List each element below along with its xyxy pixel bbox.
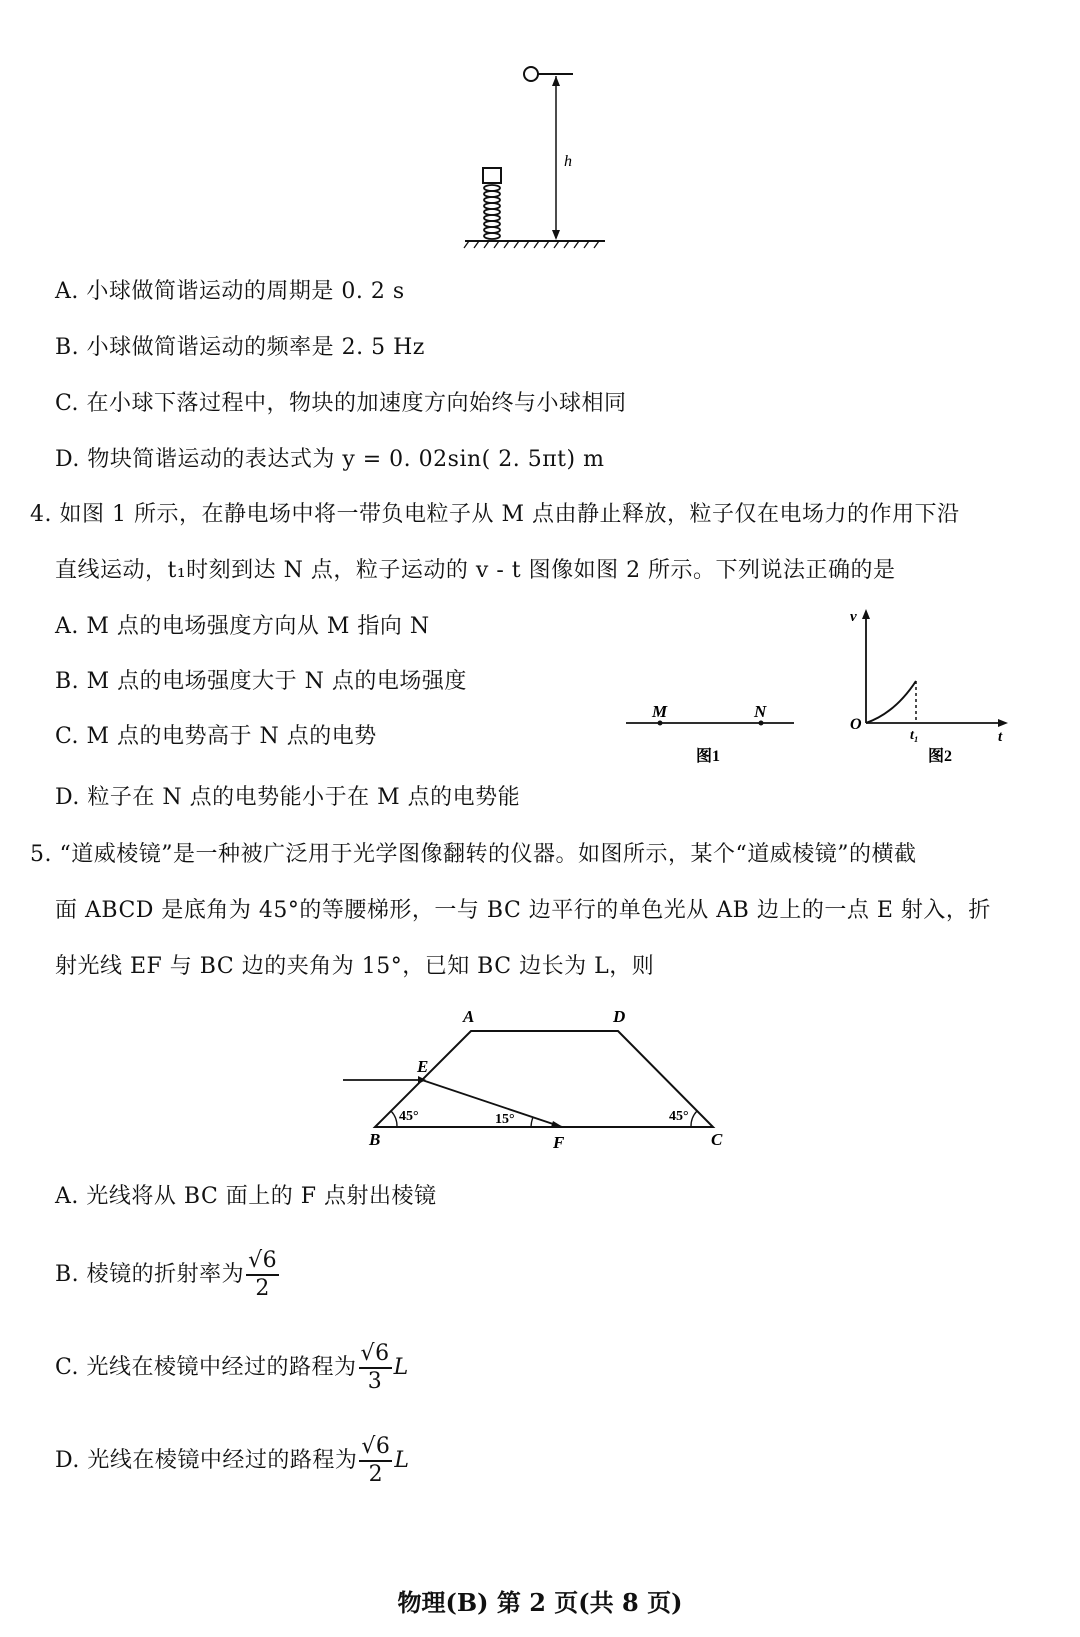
q4-option-d: D. 粒子在 N 点的电势能小于在 M 点的电势能 [55, 785, 521, 810]
fraction: $\frac{√6}{2}$ [361, 1434, 391, 1487]
q3-option-d: D. 物块简谐运动的表达式为 y = 0. 02sin( 2. 5πt) m [55, 447, 605, 472]
q5-option-d-text: D. 光线在棱镜中经过的路程为 [55, 1448, 358, 1473]
q5-option-a: A. 光线将从 BC 面上的 F 点射出棱镜 [55, 1184, 437, 1209]
refracted-ray-ef [422, 1080, 562, 1127]
vertex-d: D [613, 1007, 626, 1026]
q3-option-b: B. 小球做简谐运动的频率是 2. 5 Hz [55, 335, 425, 360]
prism-outline [375, 1031, 713, 1127]
height-label: h [564, 153, 572, 170]
q4-stem-line1: 4. 如图 1 所示，在静电场中将一带负电粒子从 M 点由静止释放，粒子仅在电场力的作用下沿 [30, 502, 960, 527]
q3-option-a: A. 小球做简谐运动的周期是 0. 2 s [55, 279, 405, 304]
spring [484, 185, 500, 239]
q5-stem-line2: 面 ABCD 是底角为 45°的等腰梯形，一与 BC 边平行的单色光从 AB 边上的一点 E 射入，折 [55, 898, 991, 923]
origin-label: O [850, 716, 862, 733]
angle-c-label: 45° [669, 1109, 689, 1124]
q5-option-d: D. 光线在棱镜中经过的路程为 $\frac{√6}{2}$ L [55, 1434, 410, 1487]
vt-curve [866, 681, 916, 723]
q5-stem-line1: 5. “道威棱镜”是一种被广泛用于光学图像翻转的仪器。如图所示，某个“道威棱镜”的横截 [30, 842, 917, 867]
angle-b-label: 45° [399, 1109, 419, 1124]
block [483, 168, 501, 183]
ball [524, 67, 538, 81]
vertex-b: B [369, 1130, 381, 1149]
v-axis-label: v [850, 609, 857, 625]
dove-prism-figure [335, 1000, 735, 1160]
page-footer: 物理(B) 第 2 页(共 8 页) [397, 1588, 683, 1617]
fig2-caption: 图2 [928, 748, 953, 765]
q5-option-c-text: C. 光线在棱镜中经过的路程为 [55, 1355, 357, 1380]
q4-figure-2 [840, 605, 1015, 770]
point-f: F [553, 1133, 565, 1152]
q3-option-c: C. 在小球下落过程中，物块的加速度方向始终与小球相同 [55, 391, 627, 416]
fraction: $\frac{√6}{2}$ [248, 1248, 278, 1301]
q4-stem-line2: 直线运动，t₁时刻到达 N 点，粒子运动的 v - t 图像如图 2 所示。下列说法正确的是 [55, 558, 896, 583]
vertex-c: C [711, 1130, 723, 1149]
fig1-caption: 图1 [696, 748, 721, 765]
q4-figure-1 [620, 695, 800, 770]
point-n-label: N [754, 702, 767, 721]
q5-option-b-text: B. 棱镜的折射率为 [55, 1262, 245, 1287]
t1-label: t₁ [910, 728, 919, 743]
angle-f-label: 15° [495, 1112, 515, 1127]
t-axis-label: t [998, 729, 1003, 745]
spring-ball-figure [455, 60, 615, 255]
q4-option-a: A. M 点的电场强度方向从 M 指向 N [55, 614, 430, 639]
q5-option-b [55, 1250, 281, 1300]
q4-option-c: C. M 点的电势高于 N 点的电势 [55, 724, 377, 749]
q4-option-b: B. M 点的电场强度大于 N 点的电场强度 [55, 669, 467, 694]
q5-stem-line3: 射光线 EF 与 BC 边的夹角为 15°，已知 BC 边长为 L，则 [55, 954, 655, 979]
fraction: $\frac{√6}{3}$ [360, 1341, 390, 1394]
q5-option-c: C. 光线在棱镜中经过的路程为 $\frac{√6}{3}$ L [55, 1341, 409, 1394]
vertex-a: A [463, 1007, 475, 1026]
point-m-label: M [652, 702, 668, 721]
point-e: E [417, 1057, 429, 1076]
